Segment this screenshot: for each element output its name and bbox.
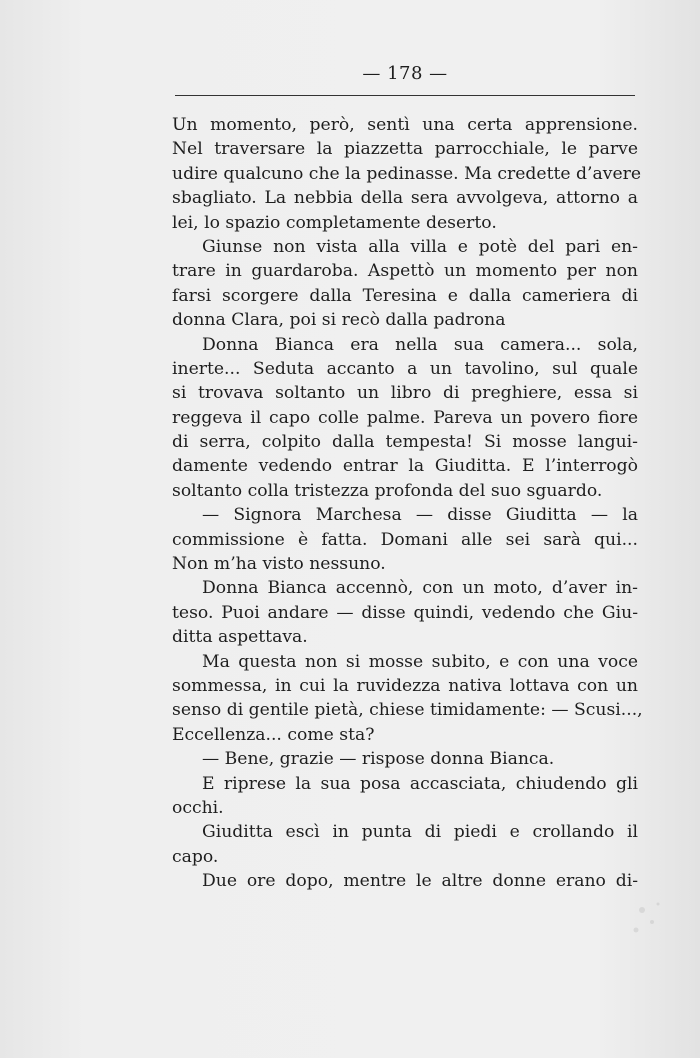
text-line: udire qualcuno che la pedinasse. Ma credette d’avere bbox=[172, 163, 642, 184]
header-rule bbox=[175, 95, 635, 96]
text-line: Giuditta escì in punta di piedi e crollando il bbox=[202, 822, 638, 843]
text-line: donna Clara, poi si recò dalla padrona bbox=[172, 310, 506, 331]
text-line: occhi. bbox=[172, 797, 224, 818]
text-line: Ma questa non si mosse subito, e con una voce bbox=[202, 651, 638, 672]
text-line: teso. Puoi andare — disse quindi, vedendo che Giu- bbox=[172, 602, 638, 623]
text-line: Non m’ha visto nessuno. bbox=[172, 554, 386, 575]
text-line: soltanto colla tristezza profonda del suo sguardo. bbox=[172, 480, 603, 501]
text-line: farsi scorgere dalla Teresina e dalla cameriera di bbox=[172, 285, 638, 306]
body-text bbox=[172, 113, 643, 894]
text-line: senso di gentile pietà, chiese timidamente: — Scusi..., bbox=[172, 700, 643, 721]
text-line: — Signora Marchesa — disse Giuditta — la bbox=[202, 505, 638, 526]
text-line: Un momento, però, sentì una certa apprensione. bbox=[172, 115, 638, 135]
page-number-header: — 178 — bbox=[362, 63, 448, 84]
text-line: ditta aspettava. bbox=[172, 627, 308, 648]
paper-stain bbox=[622, 890, 672, 950]
text-line: si trovava soltanto un libro di preghiere, essa si bbox=[172, 383, 638, 404]
text-line: Due ore dopo, mentre le altre donne erano di- bbox=[202, 871, 638, 892]
text-line: Eccellenza... come sta? bbox=[172, 724, 375, 745]
text-line: — Bene, grazie — rispose donna Bianca. bbox=[202, 749, 555, 770]
text-line: damente vedendo entrar la Giuditta. E l’interrogò bbox=[172, 456, 638, 477]
text-line: di serra, colpito dalla tempesta! Si mosse langui- bbox=[172, 432, 638, 453]
text-line: sommessa, in cui la ruvidezza nativa lottava con un bbox=[172, 675, 638, 696]
text-line: Nel traversare la piazzetta parrocchiale, le parve bbox=[172, 139, 638, 160]
text-line: commissione è fatta. Domani alle sei sarà qui... bbox=[172, 529, 638, 550]
text-line: trare in guardaroba. Aspettò un momento per non bbox=[172, 261, 638, 282]
text-line: Donna Bianca era nella sua camera... sola, bbox=[202, 334, 638, 355]
text-line: Donna Bianca accennò, con un moto, d’aver in- bbox=[202, 578, 638, 599]
text-line: inerte... Seduta accanto a un tavolino, sul quale bbox=[172, 358, 638, 379]
text-line: lei, lo spazio completamente deserto. bbox=[172, 212, 497, 233]
text-line: sbagliato. La nebbia della sera avvolgeva, attorno a bbox=[172, 188, 638, 209]
text-line: E riprese la sua posa accasciata, chiudendo gli bbox=[202, 773, 638, 794]
text-line: reggeva il capo colle palme. Pareva un povero fiore bbox=[172, 407, 638, 428]
text-line: capo. bbox=[172, 846, 219, 867]
text-line: Giunse non vista alla villa e potè del pari en- bbox=[202, 236, 638, 257]
